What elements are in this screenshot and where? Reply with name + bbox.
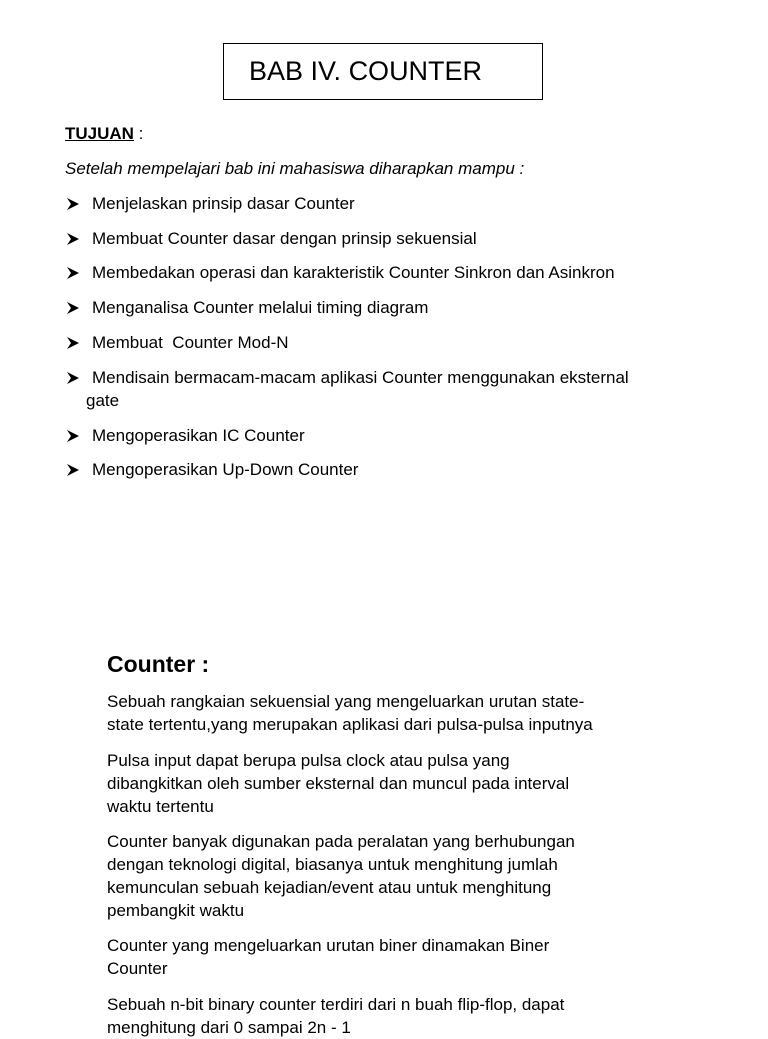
- page-title: BAB IV. COUNTER: [249, 56, 483, 86]
- arrowhead-bullet-icon: [66, 296, 84, 319]
- paragraph-line: dengan teknologi digital, biasanya untuk menghitung jumlah: [107, 855, 558, 874]
- objective-item: [66, 227, 716, 250]
- arrowhead-bullet-icon: [66, 192, 84, 215]
- paragraph: [107, 934, 667, 980]
- paragraph: [107, 749, 667, 818]
- paragraph: [107, 690, 667, 736]
- objective-item: [66, 192, 716, 215]
- objective-text: Menganalisa Counter melalui timing diagram: [92, 298, 429, 317]
- arrowhead-bullet-icon: [66, 366, 84, 389]
- objective-text: Membuat Counter dasar dengan prinsip sekuensial: [92, 229, 477, 248]
- paragraph: [107, 993, 667, 1039]
- objective-text: Mengoperasikan IC Counter: [92, 426, 305, 445]
- section-heading-counter: Counter :: [107, 651, 210, 677]
- objective-item: [66, 296, 716, 319]
- paragraph-line: dibangkitkan oleh sumber eksternal dan muncul pada interval: [107, 774, 570, 793]
- objective-item: [66, 261, 716, 284]
- paragraph-line: menghitung dari 0 sampai 2n - 1: [107, 1018, 351, 1037]
- paragraph: [107, 830, 667, 922]
- arrowhead-bullet-icon: [66, 227, 84, 250]
- arrowhead-bullet-icon: [66, 424, 84, 447]
- objectives-intro: Setelah mempelajari bab ini mahasiswa diharapkan mampu :: [65, 159, 525, 178]
- paragraph-line: Pulsa input dapat berupa pulsa clock atau pulsa yang: [107, 751, 510, 770]
- objective-item: [66, 458, 716, 481]
- paragraph-line: waktu tertentu: [107, 797, 214, 816]
- paragraph-line: Sebuah rangkaian sekuensial yang mengeluarkan urutan state-: [107, 692, 585, 711]
- arrowhead-bullet-icon: [66, 261, 84, 284]
- objectives-label-colon: :: [133, 124, 144, 143]
- objective-item: [66, 331, 716, 354]
- paragraph-line: kemunculan sebuah kejadian/event atau untuk menghitung: [107, 878, 552, 897]
- arrowhead-bullet-icon: [66, 458, 84, 481]
- arrowhead-bullet-icon: [66, 331, 84, 354]
- objective-text: Membuat Counter Mod-N: [92, 333, 289, 352]
- paragraph-line: Counter banyak digunakan pada peralatan yang berhubungan: [107, 832, 575, 851]
- objectives-label-text: TUJUAN: [65, 124, 134, 143]
- objective-item: [66, 424, 716, 447]
- paragraph-line: Sebuah n-bit binary counter terdiri dari n buah flip-flop, dapat: [107, 995, 565, 1014]
- objective-text-continued: gate: [86, 391, 120, 410]
- paragraph-line: state tertentu,yang merupakan aplikasi dari pulsa-pulsa inputnya: [107, 715, 593, 734]
- paragraph-line: pembangkit waktu: [107, 901, 245, 920]
- paragraph-line: Counter yang mengeluarkan urutan biner dinamakan Biner: [107, 936, 550, 955]
- paragraph-line: Counter: [107, 959, 168, 978]
- objective-text: Menjelaskan prinsip dasar Counter: [92, 194, 355, 213]
- objective-text: Mengoperasikan Up-Down Counter: [92, 460, 359, 479]
- objective-text: Mendisain bermacam-macam aplikasi Counter menggunakan eksternal: [92, 368, 629, 387]
- objective-text: Membedakan operasi dan karakteristik Counter Sinkron dan Asinkron: [92, 263, 615, 282]
- objective-item: [66, 366, 716, 412]
